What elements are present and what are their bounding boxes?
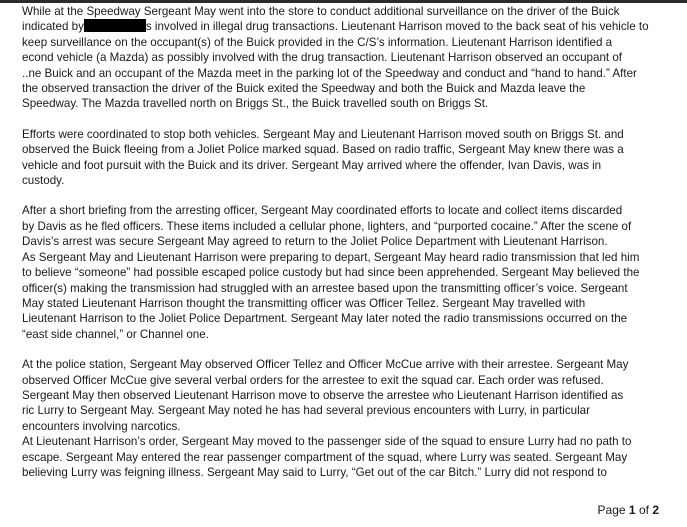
text-line: encounters involving narcotics.: [22, 419, 181, 433]
text-line: May stated Lieutenant Harrison thought the transmitting officer was Officer Tellez. Sergeant May travelled with: [22, 296, 586, 310]
page-current: 1: [628, 503, 636, 517]
text-line: to believe “someone” had possible escaped police custody but had since been apprehended. Sergeant May believed the: [22, 266, 640, 280]
paragraph: [22, 127, 672, 189]
text-line: econd vehicle (a Mazda) as possibly involved with the drug transaction. Lieutenant Harrison observed an occupant of: [22, 51, 622, 65]
text-line: While at the Speedway Sergeant May went into the store to conduct additional surveillance on the driver of the Buick: [22, 5, 620, 18]
text-line: escape. Sergeant May entered the rear passenger compartment of the squad, where Lurry was seated. Sergeant May: [22, 450, 628, 464]
page-total: 2: [652, 503, 659, 517]
text-line: the observed transaction the driver of the Buick exited the Speedway and both the Buick and Mazda leave the: [22, 82, 586, 96]
text-line: custody.: [22, 174, 65, 188]
text-line: At the police station, Sergeant May observed Officer Tellez and Officer McCue arrive with their arrestee. Sergeant May: [22, 358, 629, 372]
text-line: by Davis as he fled officers. These items included a cellular phone, lighters, and “purported cocaine.” After the scene of: [22, 219, 632, 233]
text-line: observed the Buick fleeing from a Joliet Police marked squad. Based on radio traffic, Sergeant May knew there was a: [22, 143, 624, 157]
text-line: keep surveillance on the occupant(s) of the Buick provided in the C/S’s information. Lieutenant Harrison identified a: [22, 35, 613, 49]
text-line: Speedway. The Mazda travelled north on Briggs St., the Buick travelled south on Briggs St.: [22, 97, 489, 111]
text-line: “east side channel,” or Channel one.: [22, 327, 209, 341]
text-line: As Sergeant May and Lieutenant Harrison were preparing to depart, Sergeant May heard radio transmission that led him: [22, 250, 640, 264]
top-border-line: [0, 0, 687, 3]
text-line: vehicle and foot pursuit with the Buick and its driver. Sergeant May arrived where the offender, Ivan Davis, was in: [22, 158, 602, 172]
text-line: indicated by s involved in illegal drug transactions. Lieutenant Harrison moved to the back seat of his vehicle to: [22, 20, 649, 34]
page-number: [598, 503, 659, 518]
page-word: Page: [597, 503, 626, 517]
paragraph: [22, 4, 672, 112]
text-line: Lieutenant Harrison to the Joliet Police Department. Sergeant May later noted the radio transmissions occurred on the: [22, 312, 628, 326]
text-line: After a short briefing from the arresting officer, Sergeant May coordinated efforts to locate and collect items discarded: [22, 204, 623, 218]
document-body: [22, 4, 672, 495]
text-line: At Lieutenant Harrison’s order, Sergeant May moved to the passenger side of the squad to ensure Lurry had no path to: [22, 435, 632, 449]
text-line: ric Lurry to Sergeant May. Sergeant May noted he has had several previous encounters with Lurry, in particular: [22, 404, 590, 418]
text-line: believing Lurry was feigning illness. Sergeant May said to Lurry, “Get out of the car Bitch.” Lurry did not respond to: [22, 465, 607, 479]
paragraph: [22, 203, 672, 342]
text-line: officer(s) making the transmission had struggled with an arrestee based upon the transmitting officer’s voice. Sergeant: [22, 281, 628, 295]
text-line: Efforts were coordinated to stop both vehicles. Sergeant May and Lieutenant Harrison moved south on Briggs St. and: [22, 127, 624, 141]
redaction-box: [84, 19, 146, 32]
text-line: Sergeant May then observed Lieutenant Harrison move to observe the arrestee who Lieutenant Harrison identified as: [22, 388, 624, 402]
text-line: ..ne Buick and an occupant of the Mazda meet in the parking lot of the Speedway and conduct and “hand to hand.” After: [22, 66, 637, 80]
of-word: of: [638, 503, 649, 517]
paragraph: [22, 357, 672, 480]
text-line: observed Officer McCue give several verbal orders for the arrestee to exit the squad car. Each order was refused.: [22, 373, 604, 387]
text-line: Davis’s arrest was secure Sergeant May agreed to return to the Joliet Police Department with Lieutenant Harrison.: [22, 235, 608, 249]
